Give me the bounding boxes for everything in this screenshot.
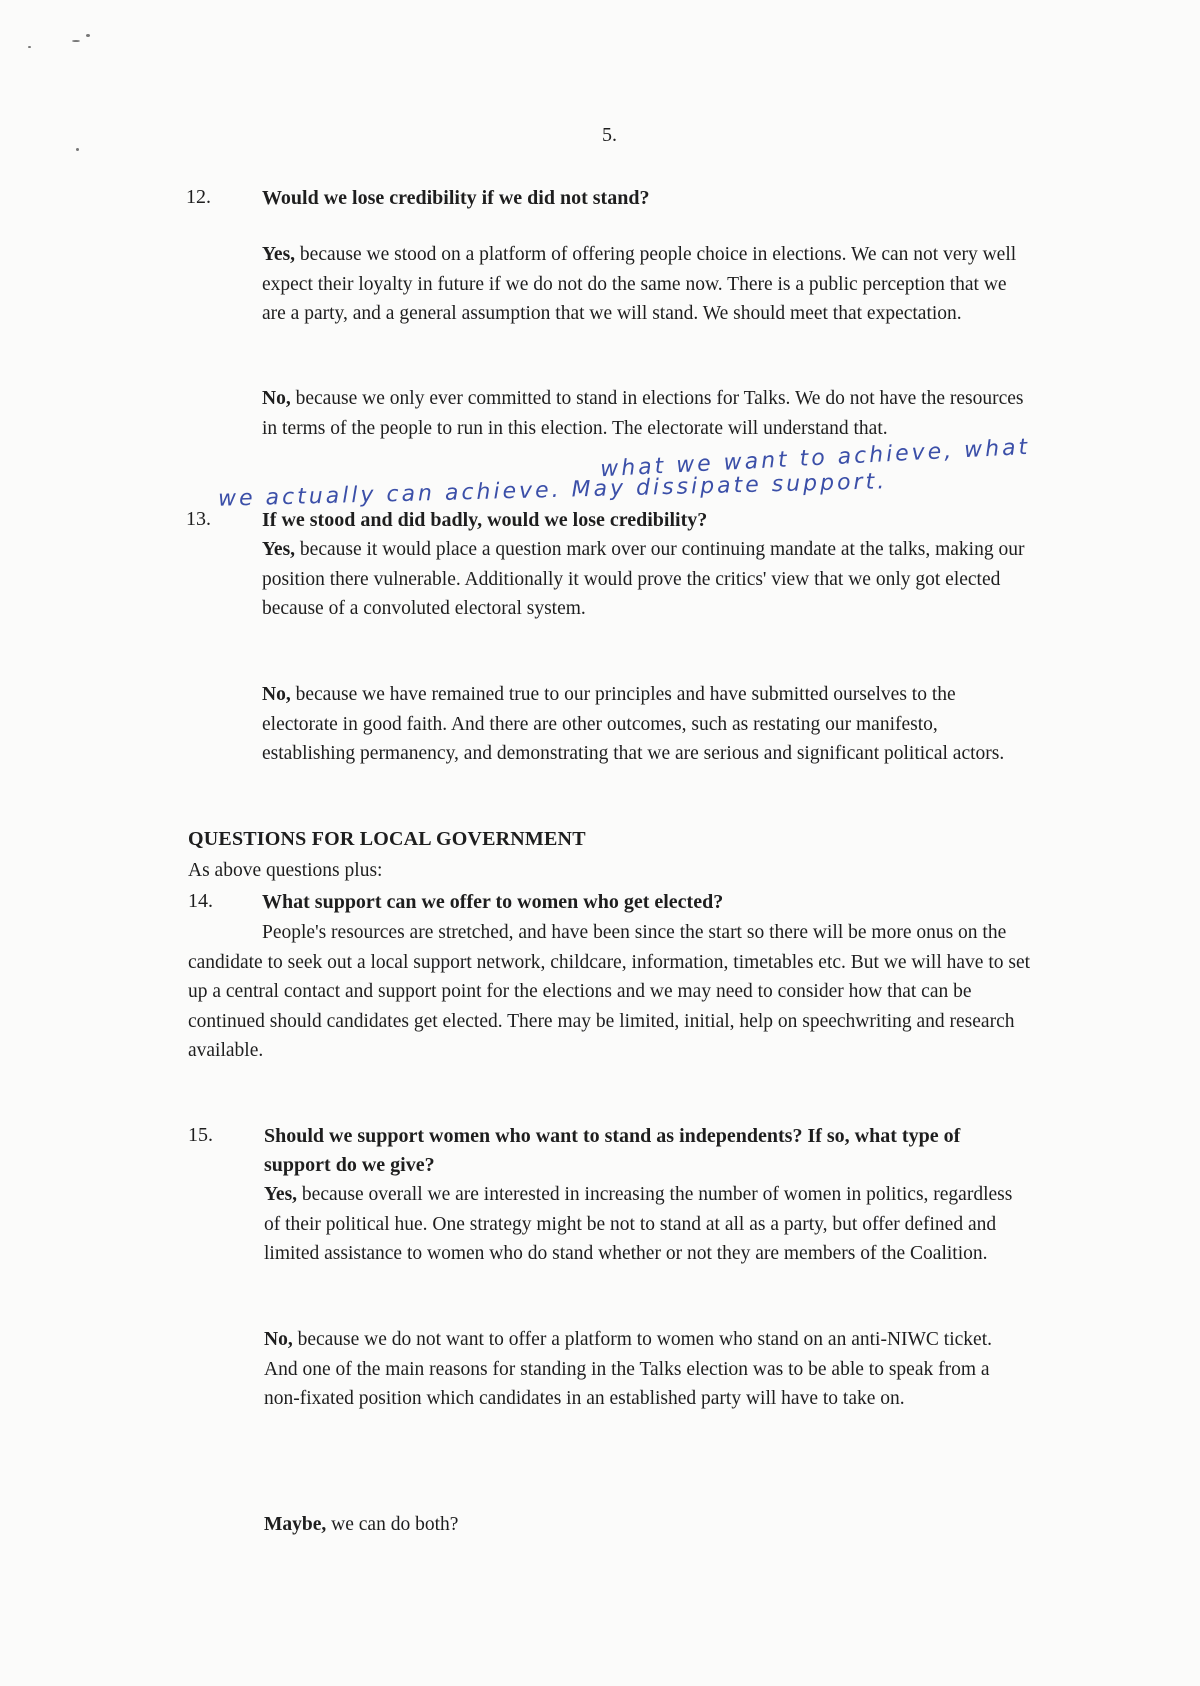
question-12-yes [262, 240, 1027, 329]
scan-speck [76, 148, 79, 151]
question-12-no [262, 384, 1027, 443]
no-label: No, [262, 388, 291, 409]
question-14-number: 14. [188, 890, 213, 912]
question-12-title: Would we lose credibility if we did not stand? [262, 187, 650, 209]
yes-label: Yes, [262, 539, 296, 560]
question-13-no [262, 680, 1027, 769]
question-13-number: 13. [186, 508, 211, 530]
question-14-body: People's resources are stretched, and have been since the start so there will be more onus on the candidate to seek out a local support network, childcare, information, timetables etc. But we will have to set up a central contact and support point for the elections and we may need to consider how that can be continued should candidates get elected. There may be limited, initial, help on speechwriting and research available. [188, 922, 1031, 1061]
section-heading: QUESTIONS FOR LOCAL GOVERNMENT [188, 828, 586, 850]
no-label: No, [264, 1329, 293, 1350]
no-extra-text: And one of the main reasons for standing in the Talks election was to be able to speak from a non-fixated position which candidates in an established party will have to take on. [264, 1358, 990, 1409]
maybe-label: Maybe, [264, 1514, 327, 1535]
question-13-title: If we stood and did badly, would we lose credibility? [262, 509, 708, 531]
question-13-yes [262, 535, 1027, 624]
yes-text: because we stood on a platform of offering people choice in elections. We can not very well expect their loyalty in future if we do not do the same now. There is a public perception that we are a party, and a general assumption that we will stand. We should meet that expectation. [262, 244, 1017, 324]
scan-speck [86, 34, 90, 37]
question-15-yes [264, 1180, 1029, 1269]
question-15-number: 15. [188, 1124, 213, 1146]
question-12-number: 12. [186, 186, 211, 208]
handwritten-note-line-1: what we want to achieve, what [599, 434, 1031, 483]
handwritten-note-line-2: we actually can achieve. May dissipate support. [217, 469, 888, 512]
yes-text: because it would place a question mark over our continuing mandate at the talks, making our position there vulnerable. Additionally it would prove the critics' view that we only got elected because of a convoluted electoral system. [262, 539, 1025, 619]
no-label: No, [262, 684, 291, 705]
maybe-text: we can do both? [326, 1514, 459, 1535]
section-subheading: As above questions plus: [188, 860, 383, 881]
no-text: because we have remained true to our principles and have submitted ourselves to the electorate in good faith. And there are other outcomes, such as restating our manifesto, establishing permanency, and demonstrating that we are serious and significant political actors. [262, 684, 1005, 764]
scan-speck [72, 40, 80, 42]
question-14-title: What support can we offer to women who get elected? [262, 891, 724, 913]
question-15-title: Should we support women who want to stand as independents? If so, what type of support do we give? [264, 1125, 961, 1176]
yes-text: because overall we are interested in increasing the number of women in politics, regardless of their political hue. One strategy might be not to stand at all as a party, but offer defined and limited assistance to women who do stand whether or not they are members of the Coalition. [264, 1184, 1013, 1264]
question-15-no [264, 1325, 1029, 1414]
no-text: because we do not want to offer a platform to women who stand on an anti-NIWC ticket. [292, 1329, 992, 1350]
yes-label: Yes, [262, 244, 296, 265]
scan-speck [28, 46, 31, 48]
yes-label: Yes, [264, 1184, 298, 1205]
question-15-maybe [264, 1510, 1029, 1540]
page-number: 5. [602, 124, 617, 146]
no-text: because we only ever committed to stand in elections for Talks. We do not have the resources in terms of the people to run in this election. The electorate will understand that. [262, 388, 1024, 439]
